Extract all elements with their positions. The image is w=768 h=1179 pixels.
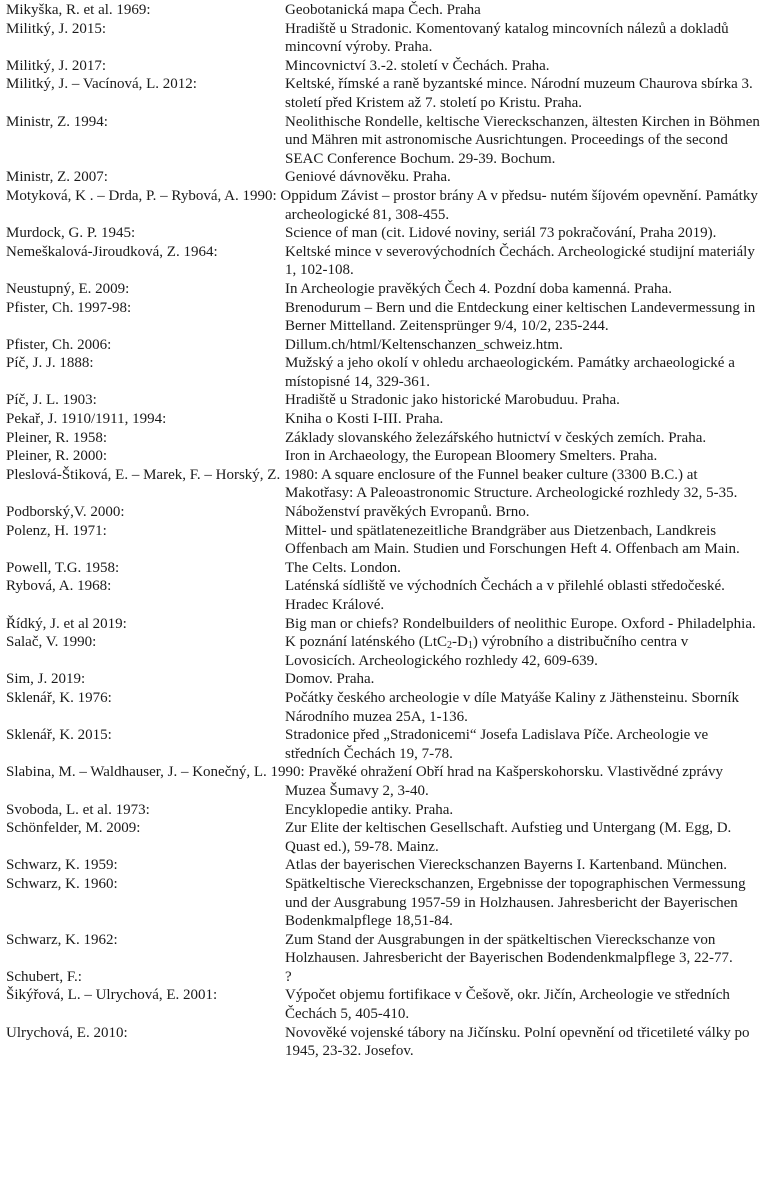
- entry-author: Powell, T.G. 1958:: [6, 559, 120, 576]
- bibliography-entry: [6, 447, 760, 466]
- entry-author: Schönfelder, M. 2009:: [6, 820, 141, 837]
- bibliography-entry: [6, 689, 760, 726]
- entry-author: Mikyška, R. et al. 1969:: [6, 2, 151, 18]
- entry-author: Šikýřová, L. – Ulrychová, E. 2001:: [6, 987, 218, 1004]
- entry-author: Neustupný, E. 2009:: [6, 280, 130, 297]
- entry-full-text: Motyková, K . – Drda, P. – Rybová, A. 1990: Oppidum Závist – prostor brány A v předsu- nutém šíjovém opevnění. Památky archeologické 81, 308-455.: [6, 187, 758, 223]
- bibliography-entry: [6, 522, 760, 559]
- entry-work-subscript: 1: [467, 640, 473, 652]
- entry-work: Iron in Archaeology, the European Bloomery Smelters. Praha.: [285, 448, 658, 465]
- bibliography-entry: [6, 354, 760, 391]
- bibliography-entry: [6, 559, 760, 578]
- entry-author: Řídký, J. et al 2019:: [6, 615, 127, 632]
- entry-author: Ulrychová, E. 2010:: [6, 1024, 128, 1041]
- entry-work-subscript: 2: [447, 640, 453, 652]
- bibliography-entry: [6, 57, 760, 76]
- bibliography-entry: [6, 801, 760, 820]
- entry-work: Zum Stand der Ausgrabungen in der spätkeltischen Viereckschanze von Holzhausen. Jahresbericht der Bayerischen Bodendenkmalpflege 3, 22-77.: [285, 931, 733, 967]
- entry-work: Novověké vojenské tábory na Jičínsku. Polní opevnění od třicetileté války po 1945, 23-32. Josefov.: [285, 1024, 750, 1060]
- entry-author: Rybová, A. 1968:: [6, 578, 112, 595]
- entry-author: Píč, J. J. 1888:: [6, 355, 94, 372]
- bibliography-entry: [6, 670, 760, 689]
- entry-author: Polenz, H. 1971:: [6, 522, 107, 539]
- entry-author: Pekař, J. 1910/1911, 1994:: [6, 411, 167, 428]
- entry-author: Militký, J. 2015:: [6, 20, 107, 37]
- entry-work: Atlas der bayerischen Viereckschanzen Bayerns I. Kartenband. München.: [285, 857, 727, 874]
- entry-work: Geobotanická mapa Čech. Praha: [285, 2, 481, 18]
- entry-author: Schubert, F.:: [6, 968, 82, 985]
- entry-work: The Celts. London.: [285, 559, 401, 576]
- entry-author: Sklenář, K. 1976:: [6, 689, 112, 706]
- entry-author: Salač, V. 1990:: [6, 634, 97, 651]
- bibliography-entry: [6, 1, 760, 20]
- bibliography-entry: [6, 633, 760, 670]
- entry-work: Stradonice před „Stradonicemi“ Josefa Ladislava Píče. Archeologie ve středních Čechách 19, 7-78.: [285, 727, 709, 762]
- entry-work: Encyklopedie antiky. Praha.: [285, 801, 454, 818]
- bibliography-entry: [6, 20, 760, 57]
- entry-author: Schwarz, K. 1962:: [6, 931, 118, 948]
- entry-work: Keltské, římské a raně byzantské mince. Národní muzeum Chaurova sbírka 3. století před Kristem až 7. století po Kristu. Praha.: [285, 76, 753, 111]
- bibliography-entry: [6, 224, 760, 243]
- entry-work: Brenodurum – Bern und die Entdeckung einer keltischen Landevermessung in Berner Mittelland. Zeitensprünger 9/4, 10/2, 235-244.: [285, 299, 756, 335]
- bibliography-entry: [6, 466, 760, 503]
- entry-author: Pleiner, R. 1958:: [6, 429, 108, 446]
- entry-author: Svoboda, L. et al. 1973:: [6, 801, 150, 818]
- entry-author: Sklenář, K. 2015:: [6, 727, 112, 744]
- bibliography-entry: [6, 299, 760, 336]
- entry-work: Domov. Praha.: [285, 671, 375, 688]
- bibliography-entry: [6, 75, 760, 112]
- bibliography-entry: [6, 819, 760, 856]
- entry-work: Dillum.ch/html/Keltenschanzen_schweiz.htm.: [285, 336, 563, 353]
- entry-work: Počátky českého archeologie v díle Matyáše Kaliny z Jäthensteinu. Sborník Národního muzea 25A, 1-136.: [285, 689, 740, 725]
- bibliography-entry: [6, 429, 760, 448]
- entry-author: Pleiner, R. 2000:: [6, 448, 108, 465]
- entry-work: Big man or chiefs? Rondelbuilders of neolithic Europe. Oxford - Philadelphia.: [285, 615, 756, 632]
- bibliography-entry: [6, 726, 760, 763]
- entry-author: Militký, J. – Vacínová, L. 2012:: [6, 76, 197, 93]
- entry-full-text: Pleslová-Štiková, E. – Marek, F. – Horský, Z. 1980: A square enclosure of the Funnel beaker culture (3300 B.C.) at Makotřasy: A Paleoastronomic Structure. Archeologické rozhledy 32, 5-35.: [6, 466, 738, 502]
- entry-author: Murdock, G. P. 1945:: [6, 225, 136, 242]
- bibliography-entry: [6, 577, 760, 614]
- entry-work-text: K poznání laténského (LtC: [285, 634, 448, 651]
- entry-work: Mittel- und spätlatenezeitliche Brandgräber aus Dietzenbach, Landkreis Offenbach am Main. Studien und Forschungen Heft 4. Offenbach am Main.: [285, 522, 740, 558]
- entry-work: Zur Elite der keltischen Gesellschaft. Aufstieg und Untergang (M. Egg, D. Quast ed.), 59-78. Mainz.: [285, 820, 732, 855]
- bibliography-entry: [6, 968, 760, 987]
- bibliography-entry: [6, 615, 760, 634]
- entry-author: Pfister, Ch. 2006:: [6, 336, 112, 353]
- bibliography-entry: [6, 763, 760, 800]
- entry-author: Ministr, Z. 2007:: [6, 169, 108, 186]
- entry-work: Keltské mince v severovýchodních Čechách. Archeologické studijní materiály 1, 102-108.: [285, 243, 755, 279]
- entry-work: ?: [285, 968, 292, 985]
- entry-author: Schwarz, K. 1960:: [6, 875, 118, 892]
- entry-author: Militký, J. 2017:: [6, 57, 107, 74]
- entry-work: Kniha o Kosti I-III. Praha.: [285, 411, 444, 428]
- entry-author: Podborský,V. 2000:: [6, 504, 125, 521]
- bibliography-entry: [6, 336, 760, 355]
- entry-author: Nemeškalová-Jiroudková, Z. 1964:: [6, 243, 218, 260]
- entry-author: Pfister, Ch. 1997-98:: [6, 299, 132, 316]
- bibliography-entry: [6, 410, 760, 429]
- entry-work: Laténská sídliště ve východních Čechách a v přilehlé oblasti středočeské. Hradec Králové.: [285, 578, 725, 613]
- entry-author: Ministr, Z. 1994:: [6, 113, 108, 130]
- entry-author: Píč, J. L. 1903:: [6, 392, 97, 409]
- entry-author: Schwarz, K. 1959:: [6, 857, 118, 874]
- entry-work-text: ) výrobního a distribučního centra v Lovosicích. Archeologického rozhledy 42, 609-639.: [285, 634, 689, 669]
- entry-work: Mincovnictví 3.-2. století v Čechách. Praha.: [285, 57, 550, 74]
- entry-work: Spätkeltische Viereckschanzen, Ergebnisse der topographischen Vermessung und der Ausgrabung 1957-59 in Holzhausen. Jahresbericht der Bayerischen Bodenkmalpflege 18,51-84.: [285, 875, 746, 930]
- bibliography-entry: [6, 168, 760, 187]
- entry-full-text: Slabina, M. – Waldhauser, J. – Konečný, L. 1990: Pravěké ohražení Obří hrad na Kašperskohorsku. Vlastivědné zprávy Muzea Šumavy 2, 3-40.: [6, 764, 724, 799]
- entry-work: Science of man (cit. Lidové noviny, seriál 73 pokračování, Praha 2019).: [285, 225, 717, 242]
- entry-work: Hradiště u Stradonic jako historické Marobuduu. Praha.: [285, 392, 620, 409]
- entry-work-text: -D: [452, 634, 468, 651]
- entry-work: Náboženství pravěkých Evropanů. Brno.: [285, 504, 530, 521]
- entry-author: Sim, J. 2019:: [6, 671, 86, 688]
- bibliography-entry: [6, 875, 760, 931]
- entry-work: [6, 633, 760, 670]
- bibliography-entry: [6, 931, 760, 968]
- entry-work: Základy slovanského železářského hutnictví v českých zemích. Praha.: [285, 429, 707, 446]
- bibliography-entry: [6, 856, 760, 875]
- entry-work: Výpočet objemu fortifikace v Češově, okr. Jičín, Archeologie ve středních Čechách 5, 405-410.: [285, 987, 730, 1023]
- entry-work: Geniové dávnověku. Praha.: [285, 169, 451, 186]
- bibliography-entry: [6, 1024, 760, 1061]
- bibliography-entry: [6, 243, 760, 280]
- bibliography-entry: [6, 986, 760, 1023]
- entry-work: Neolithische Rondelle, keltische Viereckschanzen, ältesten Kirchen in Böhmen und Mähren mit astronomische Ausrichtungen. Proceedings of the second SEAC Conference Bochum. 29-39. Bochum.: [285, 113, 760, 167]
- entry-work: Mužský a jeho okolí v ohledu archaeologickém. Památky archaeologické a místopisné 14, 329-361.: [285, 355, 735, 390]
- bibliography-entry: [6, 503, 760, 522]
- bibliography-entry: [6, 280, 760, 299]
- entry-work: Hradiště u Stradonic. Komentovaný katalog mincovních nálezů a dokladů mincovní výroby. Praha.: [285, 20, 729, 56]
- bibliography-entry: [6, 113, 760, 169]
- bibliography-entry: [6, 187, 760, 224]
- entry-work: In Archeologie pravěkých Čech 4. Pozdní doba kamenná. Praha.: [285, 280, 672, 297]
- bibliography-entry: [6, 391, 760, 410]
